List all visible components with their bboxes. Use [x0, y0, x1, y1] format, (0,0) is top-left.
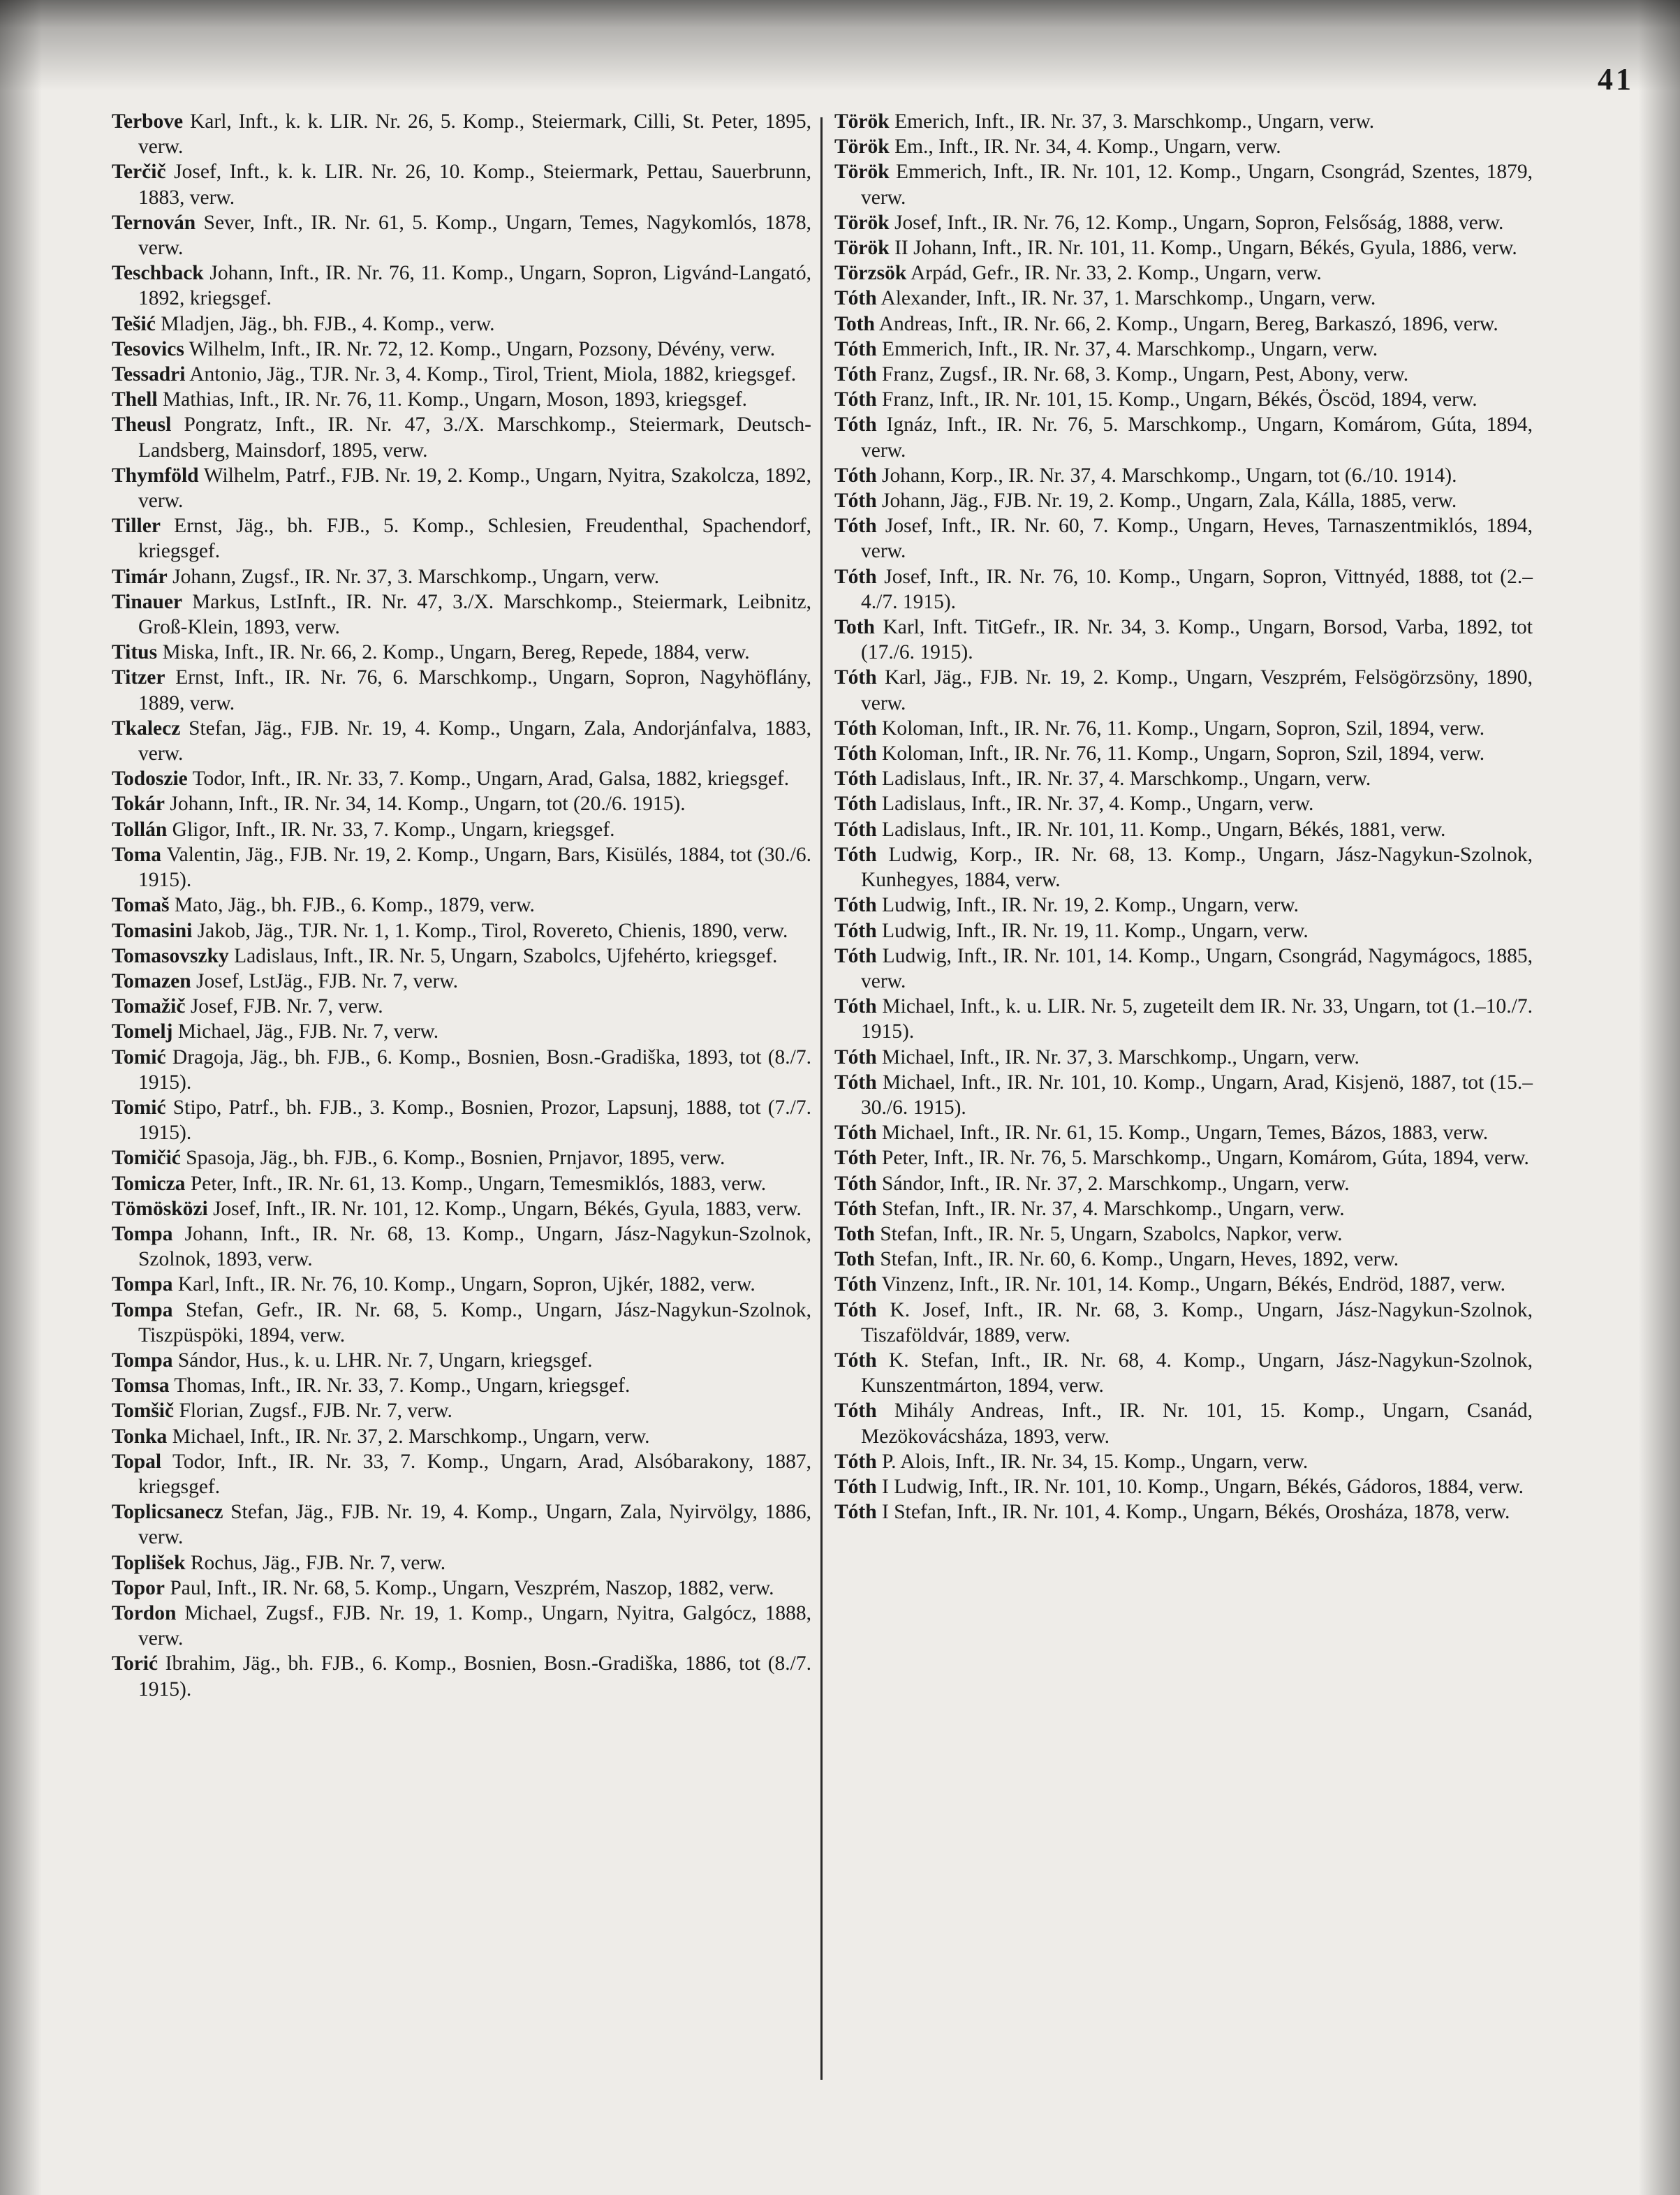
entry-details: Florian, Zugsf., FJB. Nr. 7, verw.	[174, 1400, 452, 1423]
list-entry	[834, 134, 1533, 159]
left-column	[112, 109, 811, 1702]
entry-surname: Tóth	[834, 1197, 877, 1220]
entry-details: Mladjen, Jäg., bh. FJB., 4. Komp., verw.	[155, 312, 495, 335]
entry-surname: Tóth	[834, 464, 877, 487]
entry-surname: Tompa	[112, 1273, 173, 1296]
list-entry	[834, 1474, 1533, 1499]
list-entry	[112, 640, 811, 665]
entry-details: Spasoja, Jäg., bh. FJB., 6. Komp., Bosnien, Prnjavor, 1895, verw.	[180, 1147, 725, 1170]
list-entry	[834, 766, 1533, 791]
entry-details: Miska, Inft., IR. Nr. 66, 2. Komp., Ungarn, Bereg, Repede, 1884, verw.	[157, 641, 750, 664]
entry-surname: Tóth	[834, 666, 877, 689]
entry-details: Karl, Inft., IR. Nr. 76, 10. Komp., Ungarn, Sopron, Ujkér, 1882, verw.	[172, 1273, 756, 1296]
entry-details: Josef, LstJäg., FJB. Nr. 7, verw.	[191, 969, 459, 992]
list-entry	[834, 463, 1533, 488]
list-entry	[112, 1449, 811, 1499]
entry-surname: Tompa	[112, 1222, 173, 1245]
list-entry	[834, 311, 1533, 337]
list-entry	[834, 1196, 1533, 1221]
list-entry	[112, 159, 811, 210]
list-entry	[112, 766, 811, 791]
entry-surname: Tešić	[112, 312, 156, 335]
entry-details: Mathias, Inft., IR. Nr. 76, 11. Komp., Ungarn, Moson, 1893, kriegsgef.	[157, 388, 748, 411]
entry-surname: Tóth	[834, 363, 877, 386]
entry-details: Josef, Inft., IR. Nr. 76, 10. Komp., Ungarn, Sopron, Vittnyéd, 1888, tot (2.–4./7. 1915).	[861, 565, 1533, 613]
list-entry	[834, 412, 1533, 462]
entry-details: Ludwig, Inft., IR. Nr. 101, 14. Komp., Ungarn, Csongrád, Nagymágocs, 1885, verw.	[861, 944, 1533, 992]
entry-details: Josef, FJB. Nr. 7, verw.	[185, 995, 383, 1018]
entry-surname: Tóth	[834, 490, 877, 513]
entry-details: Karl, Inft., k. k. LIR. Nr. 26, 5. Komp., Steiermark, Cilli, St. Peter, 1895, verw.	[138, 110, 811, 159]
list-entry	[834, 842, 1533, 893]
list-entry	[112, 1171, 811, 1196]
entry-surname: Tesovics	[112, 337, 184, 360]
entry-details: Ludwig, Korp., IR. Nr. 68, 13. Komp., Ungarn, Jász-Nagykun-Szolnok, Kunhegyes, 1884, verw.	[861, 843, 1533, 892]
entry-details: Johann, Inft., IR. Nr. 34, 14. Komp., Ungarn, tot (20./6. 1915).	[164, 793, 686, 816]
entry-details: Ludwig, Inft., IR. Nr. 19, 11. Komp., Ungarn, verw.	[876, 919, 1309, 942]
entry-surname: Tompa	[112, 1349, 173, 1372]
entry-details: Gligor, Inft., IR. Nr. 33, 7. Komp., Ungarn, kriegsgef.	[167, 818, 615, 841]
entry-surname: Titzer	[112, 666, 165, 689]
entry-surname: Tóth	[834, 1501, 877, 1524]
entry-details: Stefan, Jäg., FJB. Nr. 19, 4. Komp., Ungarn, Zala, Nyirvölgy, 1886, verw.	[138, 1501, 811, 1549]
entry-details: Johann, Jäg., FJB. Nr. 19, 2. Komp., Ungarn, Zala, Kálla, 1885, verw.	[876, 490, 1457, 513]
list-entry	[112, 842, 811, 893]
entry-surname: Tóth	[834, 1273, 877, 1296]
entry-details: Dragoja, Jäg., bh. FJB., 6. Komp., Bosnien, Bosn.-Gradiška, 1893, tot (8./7. 1915).	[138, 1045, 811, 1094]
entry-surname: Topor	[112, 1576, 165, 1599]
entry-details: Josef, Inft., IR. Nr. 101, 12. Komp., Ungarn, Békés, Gyula, 1883, verw.	[207, 1197, 802, 1220]
entry-details: K. Stefan, Inft., IR. Nr. 68, 4. Komp., Ungarn, Jász-Nagykun-Szolnok, Kunszentmárton, 1894, verw.	[861, 1349, 1533, 1397]
entry-surname: Tóth	[834, 1349, 877, 1372]
entry-surname: Tóth	[834, 1172, 877, 1195]
list-entry	[834, 741, 1533, 766]
list-entry	[112, 387, 811, 412]
entry-surname: Titus	[112, 641, 158, 664]
entry-details: Ladislaus, Inft., IR. Nr. 5, Ungarn, Szabolcs, Ujfehérto, kriegsgef.	[228, 944, 778, 967]
entry-details: Em., Inft., IR. Nr. 34, 4. Komp., Ungarn, verw.	[889, 135, 1281, 159]
list-entry	[834, 387, 1533, 412]
entry-details: Mato, Jäg., bh. FJB., 6. Komp., 1879, verw.	[169, 894, 535, 917]
list-entry	[112, 1272, 811, 1297]
entry-surname: Tkalecz	[112, 717, 181, 740]
list-entry	[112, 1424, 811, 1449]
entry-surname: Ternován	[112, 211, 196, 234]
entry-details: Michael, Inft., IR. Nr. 101, 10. Komp., Ungarn, Arad, Kisjenö, 1887, tot (15.–30./6. 1915).	[861, 1071, 1533, 1119]
list-entry	[112, 463, 811, 513]
list-entry	[112, 311, 811, 337]
entry-details: Stefan, Inft., IR. Nr. 5, Ungarn, Szabolcs, Napkor, verw.	[874, 1222, 1343, 1245]
list-entry	[834, 944, 1533, 994]
page-number: 41	[1598, 62, 1634, 96]
entry-details: I Stefan, Inft., IR. Nr. 101, 4. Komp., Ungarn, Békés, Orosháza, 1878, verw.	[876, 1501, 1510, 1524]
list-entry	[834, 286, 1533, 311]
entry-details: Paul, Inft., IR. Nr. 68, 5. Komp., Ungarn, Veszprém, Naszop, 1882, verw.	[164, 1576, 774, 1599]
entry-details: Franz, Zugsf., IR. Nr. 68, 3. Komp., Ungarn, Pest, Abony, verw.	[876, 363, 1409, 386]
entry-details: Wilhelm, Patrf., FJB. Nr. 19, 2. Komp., Ungarn, Nyitra, Szakolcza, 1892, verw.	[138, 464, 811, 513]
entry-surname: Tomičić	[112, 1147, 181, 1170]
list-entry	[112, 716, 811, 766]
entry-surname: Tóth	[834, 944, 877, 967]
entry-surname: Tóth	[834, 388, 877, 411]
entry-details: Stefan, Inft., IR. Nr. 37, 4. Marschkomp., Ungarn, verw.	[876, 1197, 1345, 1220]
entry-surname: Tomaš	[112, 894, 170, 917]
entry-details: Markus, LstInft., IR. Nr. 47, 3./X. Marschkomp., Steiermark, Leibnitz, Groß-Klein, 1893, verw.	[138, 590, 811, 639]
entry-details: Peter, Inft., IR. Nr. 76, 5. Marschkomp., Ungarn, Komárom, Gúta, 1894, verw.	[876, 1147, 1529, 1170]
entry-surname: Tóth	[834, 894, 877, 917]
entry-surname: Tóth	[834, 995, 877, 1018]
entry-surname: Tóth	[834, 818, 877, 841]
list-entry	[112, 1221, 811, 1272]
entry-details: Emerich, Inft., IR. Nr. 37, 3. Marschkomp., Ungarn, verw.	[889, 110, 1375, 133]
entry-details: Michael, Jäg., FJB. Nr. 7, verw.	[172, 1020, 439, 1043]
entry-surname: Tömösközi	[112, 1197, 208, 1220]
entry-surname: Tollán	[112, 818, 168, 841]
entry-surname: Tomelj	[112, 1020, 173, 1043]
entry-surname: Teschback	[112, 262, 204, 285]
list-entry	[112, 412, 811, 462]
entry-details: I Ludwig, Inft., IR. Nr. 101, 10. Komp., Ungarn, Békés, Gádoros, 1884, verw.	[876, 1475, 1524, 1498]
entry-surname: Tomasovszky	[112, 944, 229, 967]
list-entry	[112, 210, 811, 260]
list-entry	[834, 918, 1533, 944]
entry-details: Wilhelm, Inft., IR. Nr. 72, 12. Komp., Ungarn, Pozsony, Dévény, verw.	[184, 337, 776, 360]
entry-details: Todor, Inft., IR. Nr. 33, 7. Komp., Ungarn, Arad, Alsóbarakony, 1887, kriegsgef.	[138, 1450, 811, 1498]
entry-surname: Tóth	[834, 717, 877, 740]
list-entry	[834, 1298, 1533, 1348]
list-entry	[834, 1221, 1533, 1247]
entry-details: Sándor, Inft., IR. Nr. 37, 2. Marschkomp., Ungarn, verw.	[876, 1172, 1350, 1195]
entry-details: Karl, Inft. TitGefr., IR. Nr. 34, 3. Komp., Ungarn, Borsod, Varba, 1892, tot (17./6. 1915).	[861, 616, 1533, 664]
list-entry	[112, 513, 811, 564]
entry-surname: Török	[834, 110, 890, 133]
list-entry	[112, 1095, 811, 1145]
entry-details: Vinzenz, Inft., IR. Nr. 101, 14. Komp., Ungarn, Békés, Endröd, 1887, verw.	[876, 1273, 1505, 1296]
entry-surname: Tóth	[834, 515, 877, 538]
entry-surname: Tiller	[112, 515, 161, 538]
entry-surname: Todoszie	[112, 768, 188, 791]
entry-details: Peter, Inft., IR. Nr. 61, 13. Komp., Ungarn, Temesmiklós, 1883, verw.	[185, 1172, 767, 1195]
entry-details: Emmerich, Inft., IR. Nr. 37, 4. Marschkomp., Ungarn, verw.	[876, 337, 1378, 360]
entry-details: Sever, Inft., IR. Nr. 61, 5. Komp., Ungarn, Temes, Nagykomlós, 1878, verw.	[138, 211, 811, 260]
list-entry	[834, 665, 1533, 715]
list-entry	[834, 1348, 1533, 1398]
entry-surname: Tóth	[834, 1400, 877, 1423]
list-entry	[834, 817, 1533, 842]
list-entry	[834, 791, 1533, 816]
list-entry	[112, 109, 811, 159]
entry-details: Emmerich, Inft., IR. Nr. 101, 12. Komp., Ungarn, Csongrád, Szentes, 1879, verw.	[861, 161, 1533, 209]
entry-surname: Toth	[834, 616, 875, 639]
list-entry	[112, 1019, 811, 1044]
list-entry	[112, 893, 811, 918]
entry-details: Andreas, Inft., IR. Nr. 66, 2. Komp., Ungarn, Bereg, Barkaszó, 1896, verw.	[874, 312, 1498, 335]
entry-details: Ludwig, Inft., IR. Nr. 19, 2. Komp., Ungarn, verw.	[876, 894, 1299, 917]
entry-details: Antonio, Jäg., TJR. Nr. 3, 4. Komp., Tirol, Trient, Miola, 1882, kriegsgef.	[185, 363, 797, 386]
entry-surname: Török	[834, 161, 890, 184]
list-entry	[112, 1398, 811, 1423]
list-entry	[834, 1398, 1533, 1448]
entry-details: Johann, Inft., IR. Nr. 68, 13. Komp., Ungarn, Jász-Nagykun-Szolnok, Szolnok, 1893, verw.	[138, 1222, 811, 1271]
entry-surname: Tóth	[834, 1147, 877, 1170]
entry-details: K. Josef, Inft., IR. Nr. 68, 3. Komp., Ungarn, Jász-Nagykun-Szolnok, Tiszaföldvár, 1889, verw.	[861, 1298, 1533, 1346]
entry-details: Franz, Inft., IR. Nr. 101, 15. Komp., Ungarn, Békés, Öscöd, 1894, verw.	[876, 388, 1478, 411]
entry-surname: Tomicza	[112, 1172, 186, 1195]
list-entry	[112, 362, 811, 387]
entry-surname: Tóth	[834, 843, 877, 866]
entry-surname: Tóth	[834, 1450, 877, 1473]
list-entry	[834, 488, 1533, 513]
entry-surname: Toplišek	[112, 1551, 186, 1574]
entry-details: Johann, Zugsf., IR. Nr. 37, 3. Marschkomp., Ungarn, verw.	[167, 565, 660, 588]
right-column	[834, 109, 1533, 1525]
entry-details: Johann, Korp., IR. Nr. 37, 4. Marschkomp., Ungarn, tot (6./10. 1914).	[876, 464, 1457, 487]
entry-details: Koloman, Inft., IR. Nr. 76, 11. Komp., Ungarn, Sopron, Szil, 1894, verw.	[876, 717, 1485, 740]
entry-details: Rochus, Jäg., FJB. Nr. 7, verw.	[185, 1551, 446, 1574]
entry-details: Josef, Inft., IR. Nr. 76, 12. Komp., Ungarn, Sopron, Felsőság, 1888, verw.	[889, 211, 1504, 234]
list-entry	[112, 1576, 811, 1601]
entry-details: Stipo, Patrf., bh. FJB., 3. Komp., Bosnien, Prozor, Lapsunj, 1888, tot (7./7. 1915).	[138, 1096, 811, 1145]
list-entry	[112, 589, 811, 640]
list-entry	[834, 109, 1533, 134]
entry-details: Josef, Inft., k. k. LIR. Nr. 26, 10. Komp., Steiermark, Pettau, Sauerbrunn, 1883, verw.	[138, 161, 811, 209]
entry-details: Stefan, Inft., IR. Nr. 60, 6. Komp., Ungarn, Heves, 1892, verw.	[874, 1248, 1399, 1271]
list-entry	[834, 564, 1533, 615]
entry-surname: Tóth	[834, 1045, 877, 1069]
list-entry	[834, 159, 1533, 210]
entry-details: Ernst, Inft., IR. Nr. 76, 6. Marschkomp., Ungarn, Sopron, Nagyhöflány, 1889, verw.	[138, 666, 811, 714]
entry-surname: Toplicsanecz	[112, 1501, 223, 1524]
entry-surname: Thell	[112, 388, 158, 411]
entry-details: Ignáz, Inft., IR. Nr. 76, 5. Marschkomp., Ungarn, Komárom, Gúta, 1894, verw.	[861, 413, 1533, 462]
list-entry	[834, 716, 1533, 741]
entry-surname: Tóth	[834, 742, 877, 765]
entry-surname: Terčič	[112, 161, 166, 184]
list-entry	[112, 665, 811, 715]
list-entry	[834, 235, 1533, 260]
entry-details: Johann, Inft., IR. Nr. 76, 11. Komp., Ungarn, Sopron, Ligvánd-Langató, 1892, kriegsgef.	[138, 262, 811, 310]
list-entry	[112, 1601, 811, 1651]
entry-surname: Theusl	[112, 413, 172, 436]
entry-surname: Toth	[834, 1222, 875, 1245]
entry-details: Michael, Inft., IR. Nr. 61, 15. Komp., Ungarn, Temes, Bázos, 1883, verw.	[876, 1122, 1489, 1145]
entry-details: Koloman, Inft., IR. Nr. 76, 11. Komp., Ungarn, Sopron, Szil, 1894, verw.	[876, 742, 1485, 765]
entry-surname: Tonka	[112, 1425, 168, 1448]
list-entry	[112, 1499, 811, 1550]
entry-details: Pongratz, Inft., IR. Nr. 47, 3./X. Marschkomp., Steiermark, Deutsch-Landsberg, Mainsdorf, 1895, verw.	[138, 413, 811, 462]
entry-surname: Tomić	[112, 1096, 166, 1119]
list-entry	[834, 615, 1533, 665]
entry-details: Arpád, Gefr., IR. Nr. 33, 2. Komp., Ungarn, verw.	[906, 262, 1322, 285]
list-entry	[834, 513, 1533, 564]
entry-details: Karl, Jäg., FJB. Nr. 19, 2. Komp., Ungarn, Veszprém, Felsögörzsöny, 1890, verw.	[861, 666, 1533, 714]
entry-surname: Tomazen	[112, 969, 191, 992]
entry-details: Michael, Zugsf., FJB. Nr. 19, 1. Komp., Ungarn, Nyitra, Galgócz, 1888, verw.	[138, 1601, 811, 1650]
list-entry	[834, 1247, 1533, 1272]
list-entry	[834, 1120, 1533, 1145]
list-entry	[834, 362, 1533, 387]
list-entry	[112, 260, 811, 311]
entry-surname: Timár	[112, 565, 168, 588]
list-entry	[112, 1196, 811, 1221]
entry-surname: Torić	[112, 1652, 159, 1675]
entry-details: Michael, Inft., IR. Nr. 37, 2. Marschkomp., Ungarn, verw.	[167, 1425, 650, 1448]
entry-surname: Tóth	[834, 1122, 877, 1145]
entry-surname: Tomić	[112, 1045, 166, 1069]
entry-details: Ladislaus, Inft., IR. Nr. 101, 11. Komp., Ungarn, Békés, 1881, verw.	[876, 818, 1446, 841]
column-divider	[820, 117, 823, 2080]
entry-surname: Tóth	[834, 565, 877, 588]
entry-details: Michael, Inft., IR. Nr. 37, 3. Marschkomp., Ungarn, verw.	[876, 1045, 1360, 1069]
entry-details: Ernst, Jäg., bh. FJB., 5. Komp., Schlesien, Freudenthal, Spachendorf, kriegsgef.	[138, 515, 811, 563]
entry-surname: Thymföld	[112, 464, 199, 487]
entry-details: Ladislaus, Inft., IR. Nr. 37, 4. Marschkomp., Ungarn, verw.	[876, 768, 1371, 791]
entry-details: Stefan, Jäg., FJB. Nr. 19, 4. Komp., Ungarn, Zala, Andorjánfalva, 1883, verw.	[138, 717, 811, 765]
list-entry	[112, 969, 811, 994]
entry-details: Jakob, Jäg., TJR. Nr. 1, 1. Komp., Tirol, Rovereto, Chienis, 1890, verw.	[192, 919, 788, 942]
entry-surname: Tóth	[834, 1298, 877, 1321]
list-entry	[834, 1045, 1533, 1070]
entry-surname: Törzsök	[834, 262, 907, 285]
list-entry	[112, 1651, 811, 1701]
entry-details: Michael, Inft., k. u. LIR. Nr. 5, zugeteilt dem IR. Nr. 33, Ungarn, tot (1.–10./7. 1915).	[861, 995, 1533, 1043]
list-entry	[834, 994, 1533, 1044]
entry-details: Stefan, Gefr., IR. Nr. 68, 5. Komp., Ungarn, Jász-Nagykun-Szolnok, Tiszpüspöki, 1894, verw.	[138, 1298, 811, 1346]
list-entry	[112, 918, 811, 944]
list-entry	[834, 210, 1533, 235]
entry-details: Josef, Inft., IR. Nr. 60, 7. Komp., Ungarn, Heves, Tarnaszentmiklós, 1894, verw.	[861, 515, 1533, 563]
entry-details: Mihály Andreas, Inft., IR. Nr. 101, 15. Komp., Ungarn, Csanád, Mezökovácsháza, 1893, verw.	[861, 1400, 1533, 1448]
list-entry	[112, 1298, 811, 1348]
list-entry	[112, 1373, 811, 1398]
entry-surname: Tompa	[112, 1298, 173, 1321]
entry-surname: Tóth	[834, 1071, 877, 1094]
entry-surname: Török	[834, 237, 890, 260]
entry-surname: Tóth	[834, 1475, 877, 1498]
entry-surname: Tomasini	[112, 919, 193, 942]
list-entry	[112, 994, 811, 1019]
list-entry	[834, 260, 1533, 286]
entry-details: Ibrahim, Jäg., bh. FJB., 6. Komp., Bosnien, Bosn.-Gradiška, 1886, tot (8./7. 1915).	[138, 1652, 811, 1701]
entry-surname: Török	[834, 211, 890, 234]
entry-details: Sándor, Hus., k. u. LHR. Nr. 7, Ungarn, kriegsgef.	[172, 1349, 593, 1372]
entry-surname: Tóth	[834, 337, 877, 360]
entry-surname: Toth	[834, 312, 875, 335]
entry-details: Ladislaus, Inft., IR. Nr. 37, 4. Komp., Ungarn, verw.	[876, 793, 1314, 816]
list-entry	[834, 1171, 1533, 1196]
list-entry	[834, 893, 1533, 918]
list-entry	[834, 1499, 1533, 1525]
list-entry	[112, 1348, 811, 1373]
entry-details: Alexander, Inft., IR. Nr. 37, 1. Marschkomp., Ungarn, verw.	[876, 287, 1376, 310]
entry-surname: Topal	[112, 1450, 162, 1473]
entry-surname: Tomsa	[112, 1374, 170, 1397]
entry-surname: Tóth	[834, 793, 877, 816]
list-entry	[112, 1550, 811, 1576]
list-entry	[112, 1045, 811, 1095]
entry-surname: Tóth	[834, 287, 877, 310]
entry-surname: Toth	[834, 1248, 875, 1271]
list-entry	[112, 791, 811, 816]
list-entry	[834, 1070, 1533, 1120]
entry-surname: Tordon	[112, 1601, 177, 1624]
entry-surname: Tóth	[834, 768, 877, 791]
entry-surname: Tomažič	[112, 995, 186, 1018]
list-entry	[112, 564, 811, 589]
entry-surname: Tinauer	[112, 590, 183, 613]
entry-details: P. Alois, Inft., IR. Nr. 34, 15. Komp., Ungarn, verw.	[876, 1450, 1309, 1473]
list-entry	[834, 1272, 1533, 1297]
list-entry	[834, 1145, 1533, 1170]
entry-surname: Tessadri	[112, 363, 186, 386]
list-entry	[834, 337, 1533, 362]
entry-surname: Tóth	[834, 413, 877, 436]
list-entry	[112, 817, 811, 842]
entry-details: Valentin, Jäg., FJB. Nr. 19, 2. Komp., Ungarn, Bars, Kisülés, 1884, tot (30./6. 1915).	[138, 843, 811, 892]
list-entry	[112, 1145, 811, 1170]
entry-surname: Tokár	[112, 793, 165, 816]
entry-details: Thomas, Inft., IR. Nr. 33, 7. Komp., Ungarn, kriegsgef.	[169, 1374, 631, 1397]
entry-details: Todor, Inft., IR. Nr. 33, 7. Komp., Ungarn, Arad, Galsa, 1882, kriegsgef.	[187, 768, 790, 791]
entry-surname: Török	[834, 135, 890, 159]
list-entry	[834, 1449, 1533, 1474]
entry-surname: Tomšič	[112, 1400, 175, 1423]
entry-surname: Toma	[112, 843, 162, 866]
entry-details: II Johann, Inft., IR. Nr. 101, 11. Komp., Ungarn, Békés, Gyula, 1886, verw.	[889, 237, 1517, 260]
list-entry	[112, 337, 811, 362]
entry-surname: Terbove	[112, 110, 184, 133]
list-entry	[112, 944, 811, 969]
entry-surname: Tóth	[834, 919, 877, 942]
